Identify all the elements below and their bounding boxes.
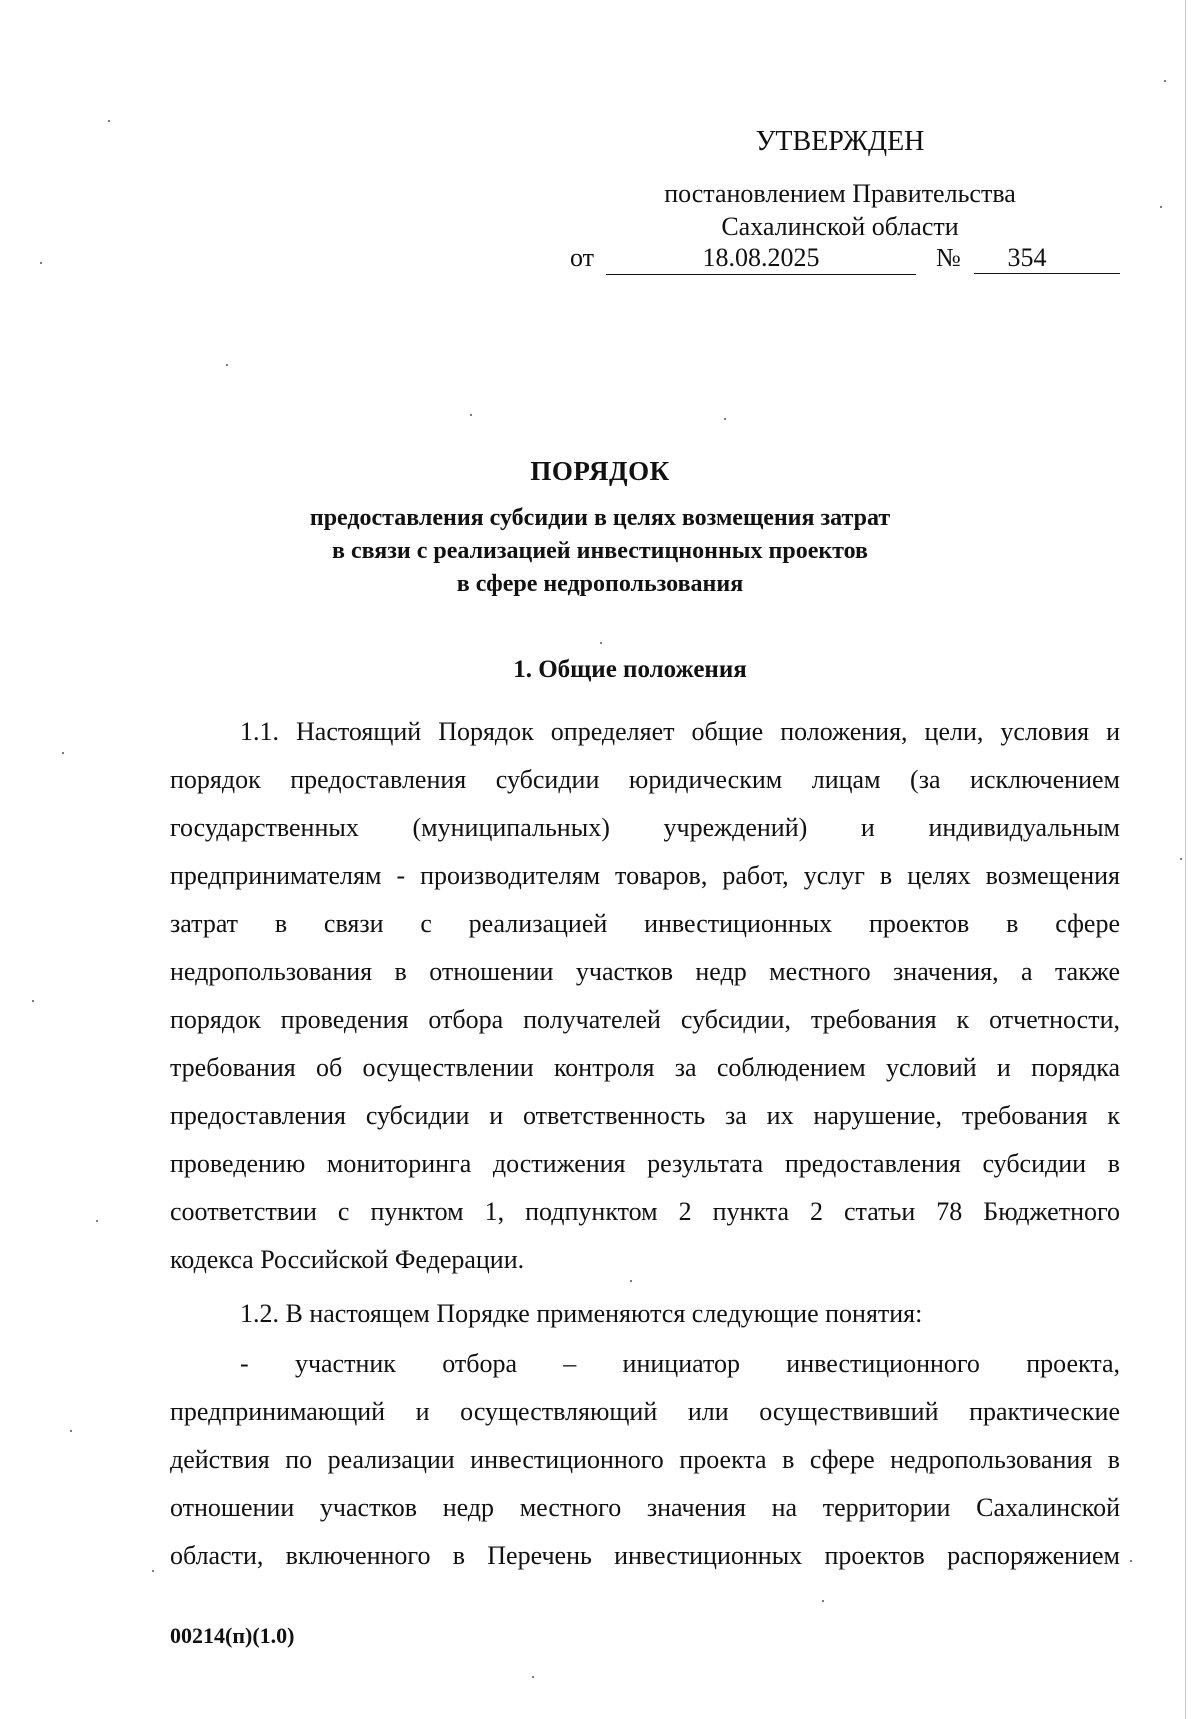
scan-edge-line (1185, 0, 1186, 1719)
scan-speckle (1130, 1560, 1132, 1562)
approval-region: Сахалинской области (721, 212, 959, 241)
scan-speckle (1164, 80, 1166, 82)
text-line: действия по реализации инвестиционного проекта в сфере недропользования в (170, 1445, 1120, 1474)
scan-speckle (470, 414, 472, 416)
text-line: недропользования в отношении участков недр местного значения, а также (170, 957, 1120, 986)
document-subtitle-line: в связи с реализацией инвестицнонных проектов (331, 538, 869, 564)
paragraph-1-2 (170, 1290, 1120, 1338)
approval-date: 18.08.2025 (606, 243, 916, 275)
text-line: кодекса Российской Федерации. (170, 1245, 525, 1274)
scan-speckle (152, 1570, 154, 1572)
scan-speckle (822, 1600, 824, 1602)
date-label: от (570, 243, 595, 272)
paragraph-1-1 (170, 708, 1120, 1284)
definition-participant (170, 1340, 1120, 1580)
text-line: 1.1. Настоящий Порядок определяет общие положения, цели, условия и (240, 717, 1120, 746)
document-subtitle-line: в сфере недропользования (456, 571, 744, 597)
scan-speckle (62, 752, 64, 754)
scan-speckle (630, 1280, 632, 1282)
approval-title: УТВЕРЖДЕН (755, 126, 925, 157)
scan-speckle (1160, 206, 1162, 208)
text-line: отношении участков недр местного значения на территории Сахалинской (170, 1493, 1120, 1522)
text-line: предоставления субсидии и ответственность за их нарушение, требования к (170, 1101, 1120, 1130)
text-line: соответствии с пунктом 1, подпунктом 2 пункта 2 статьи 78 Бюджетного (170, 1197, 1120, 1226)
text-line: порядок предоставления субсидии юридическим лицам (за исключением (170, 765, 1120, 794)
scan-speckle (1180, 858, 1182, 860)
scan-speckle (70, 1430, 72, 1432)
text-line: требования об осуществлении контроля за соблюдением условий и порядка (170, 1053, 1120, 1082)
text-line: порядок проведения отбора получателей субсидии, требования к отчетности, (170, 1005, 1120, 1034)
scan-speckle (724, 418, 726, 420)
document-subtitle-line: предоставления субсидии в целях возмещения затрат (309, 505, 891, 531)
scan-speckle (226, 364, 228, 366)
text-line: государственных (муниципальных) учреждений) и индивидуальным (170, 813, 1120, 842)
scan-speckle (96, 1220, 98, 1222)
scan-speckle (40, 262, 42, 264)
text-line: предпринимателям - производителям товаров, работ, услуг в целях возмещения (170, 861, 1120, 890)
section-heading: 1. Общие положения (513, 656, 747, 683)
scan-speckle (600, 642, 602, 644)
text-line: затрат в связи с реализацией инвестиционных проектов в сфере (170, 909, 1120, 938)
scan-speckle (32, 1000, 34, 1002)
document-title: ПОРЯДОК (530, 456, 670, 486)
scan-speckle (532, 1676, 534, 1678)
approval-number: 354 (974, 243, 1120, 274)
text-line: проведению мониторинга достижения результата предоставления субсидии в (170, 1149, 1120, 1178)
text-line: - участник отбора – инициатор инвестиционного проекта, (240, 1349, 1120, 1378)
text-line: области, включенного в Перечень инвестиционных проектов распоряжением (170, 1541, 1120, 1570)
scan-speckle (108, 120, 110, 122)
text-line: 1.2. В настоящем Порядке применяются следующие понятия: (240, 1299, 923, 1328)
number-label: № (936, 243, 961, 272)
approval-authority: постановлением Правительства (664, 179, 1016, 208)
text-line: предпринимающий и осуществляющий или осуществивший практические (170, 1397, 1120, 1426)
document-code: 00214(п)(1.0) (170, 1623, 295, 1648)
approval-date-row (570, 243, 1120, 277)
